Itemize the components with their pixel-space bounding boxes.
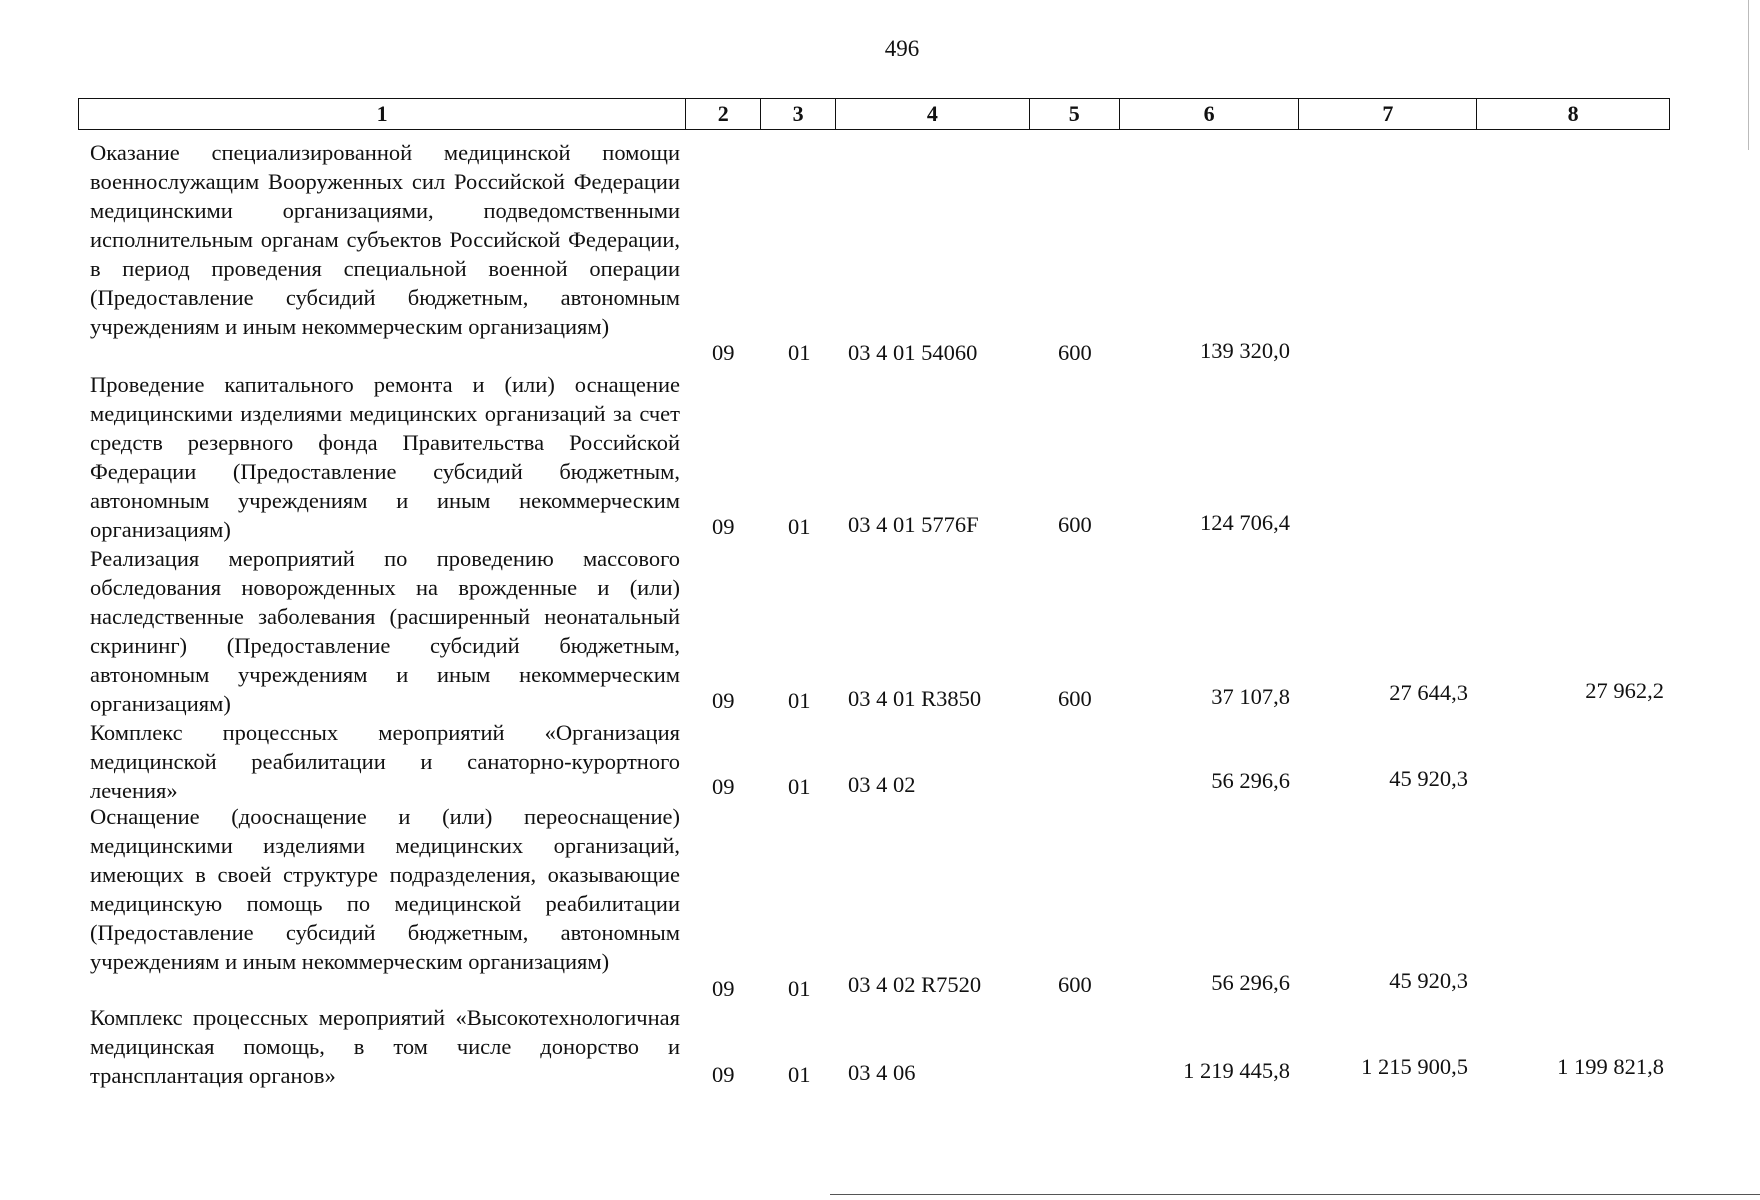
row-target-code: 03 4 01 5776F [848,512,979,537]
row-amount-col8: 27 962,2 [1585,678,1664,703]
row-amount-col6: 124 706,4 [1200,510,1290,535]
row-description: Оказание специализированной медицинской помощи военнослужащим Вооруженных сил Российской Федерации медицинскими организациями, подведомственными исполнительным органам субъектов Российской Федерации, в период проведения специальной военной операции (Предоставление субсидий бюджетным, автономным учреждениям и иным некоммерческим организациям) [90,140,680,339]
row-section-code: 09 [712,688,735,713]
row-description: Реализация мероприятий по проведению массового обследования новорожденных на врожденные и (или) наследственные заболевания (расширенный неонатальный скрининг) (Предоставление субсидий бюджетным, автономным учреждениям и иным некоммерческим организациям) [90,546,680,716]
page-edge [1748,0,1749,150]
row-subsection-code: 01 [788,340,811,365]
header-col-7: 7 [1299,99,1477,129]
row-subsection-code: 01 [788,514,811,539]
row-description: Оснащение (дооснащение и (или) переоснащение) медицинскими изделиями медицинских организаций, имеющих в своей структуре подразделения, оказывающие медицинскую помощь по медицинской реабилитации (Предоставление субсидий бюджетным, автономным учреждениям и иным некоммерческим организациям) [90,804,680,974]
row-amount-col7: 1 215 900,5 [1361,1054,1468,1079]
header-col-1: 1 [79,99,686,129]
row-amount-col6: 56 296,6 [1211,768,1290,793]
header-col-5: 5 [1030,99,1120,129]
header-col-4: 4 [836,99,1030,129]
row-section-code: 09 [712,340,735,365]
bottom-rule [830,1194,1760,1195]
page-number: 496 [884,36,920,61]
row-expense-type: 600 [1058,512,1092,537]
row-subsection-code: 01 [788,688,811,713]
row-amount-col8: 1 199 821,8 [1557,1054,1664,1079]
row-subsection-code: 01 [788,1062,811,1087]
row-amount-col6: 1 219 445,8 [1183,1058,1290,1083]
row-target-code: 03 4 01 54060 [848,340,978,365]
row-amount-col7: 45 920,3 [1389,968,1468,993]
row-amount-col6: 139 320,0 [1200,338,1290,363]
row-target-code: 03 4 02 [848,772,916,797]
row-amount-col6: 56 296,6 [1211,970,1290,995]
row-amount-col7: 45 920,3 [1389,766,1468,791]
row-section-code: 09 [712,976,735,1001]
header-col-2: 2 [686,99,761,129]
header-col-6: 6 [1120,99,1300,129]
row-expense-type: 600 [1058,686,1092,711]
row-section-code: 09 [712,774,735,799]
row-target-code: 03 4 06 [848,1060,916,1085]
table-header-row [78,98,1670,130]
row-expense-type: 600 [1058,340,1092,365]
row-target-code: 03 4 01 R3850 [848,686,982,711]
row-amount-col6: 37 107,8 [1211,684,1290,709]
header-col-8: 8 [1567,101,1579,126]
row-description: Комплекс процессных мероприятий «Высокотехнологичная медицинская помощь, в том числе донорство и трансплантация органов» [90,1005,680,1088]
row-expense-type: 600 [1058,972,1092,997]
row-subsection-code: 01 [788,976,811,1001]
row-section-code: 09 [712,1062,735,1087]
row-section-code: 09 [712,514,735,539]
row-description: Проведение капитального ремонта и (или) оснащение медицинскими изделиями медицинских организаций за счет средств резервного фонда Правительства Российской Федерации (Предоставление субсидий бюджетным, автономным учреждениям и иным некоммерческим организациям) [90,372,680,542]
header-col-3: 3 [761,99,836,129]
row-subsection-code: 01 [788,774,811,799]
row-target-code: 03 4 02 R7520 [848,972,982,997]
row-description: Комплекс процессных мероприятий «Организация медицинской реабилитации и санаторно-курортного лечения» [90,720,680,803]
row-amount-col7: 27 644,3 [1389,680,1468,705]
